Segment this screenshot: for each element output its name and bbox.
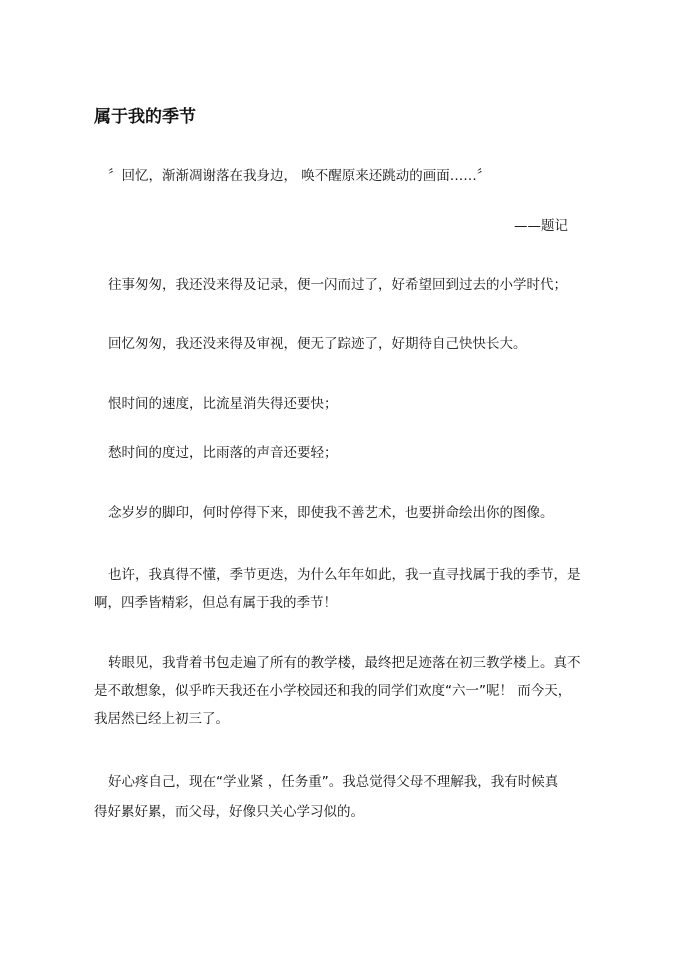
paragraph-7-line-3: 我居然已经上初三了。	[94, 711, 229, 727]
paragraph-3: 恨时间的速度，比流星消失得还要快；	[108, 396, 338, 412]
paragraph-8-line-2: 得好累好累，而父母，好像只关心学习似的。	[94, 804, 364, 820]
paragraph-6-line-2: 啊，四季皆精彩，但总有属于我的季节！	[94, 595, 337, 611]
paragraph-4: 愁时间的度过，比雨落的声音还要轻；	[108, 445, 338, 461]
paragraph-7-line-2: 是不敢想象，似乎昨天我还在小学校园还和我的同学们欢度“六一”呢！ 而今天，	[94, 683, 572, 699]
epigraph: 〞回忆，渐渐凋谢落在我身边， 唤不醒原来还跳动的画面……〞	[108, 168, 491, 184]
paragraph-8-line-1: 好心疼自己，现在“学业紧 ，任务重”。我总觉得父母不理解我，我有时候真	[108, 774, 559, 790]
document-title: 属于我的季节	[94, 107, 196, 127]
epigraph-signature: ——题记	[514, 218, 568, 234]
paragraph-7-line-1: 转眼见，我背着书包走遍了所有的教学楼，最终把足迹落在初三教学楼上。真不	[108, 655, 581, 671]
paragraph-5: 念岁岁的脚印，何时停得下来，即使我不善艺术，也要拼命绘出你的图像。	[108, 505, 554, 521]
paragraph-2: 回忆匆匆，我还没来得及审视，便无了踪迹了，好期待自己快快长大。	[108, 336, 527, 352]
paragraph-1: 往事匆匆，我还没来得及记录，便一闪而过了，好希望回到过去的小学时代；	[108, 277, 567, 293]
paragraph-6-line-1: 也许，我真得不懂，季节更迭，为什么年年如此，我一直寻找属于我的季节，是	[108, 567, 581, 583]
